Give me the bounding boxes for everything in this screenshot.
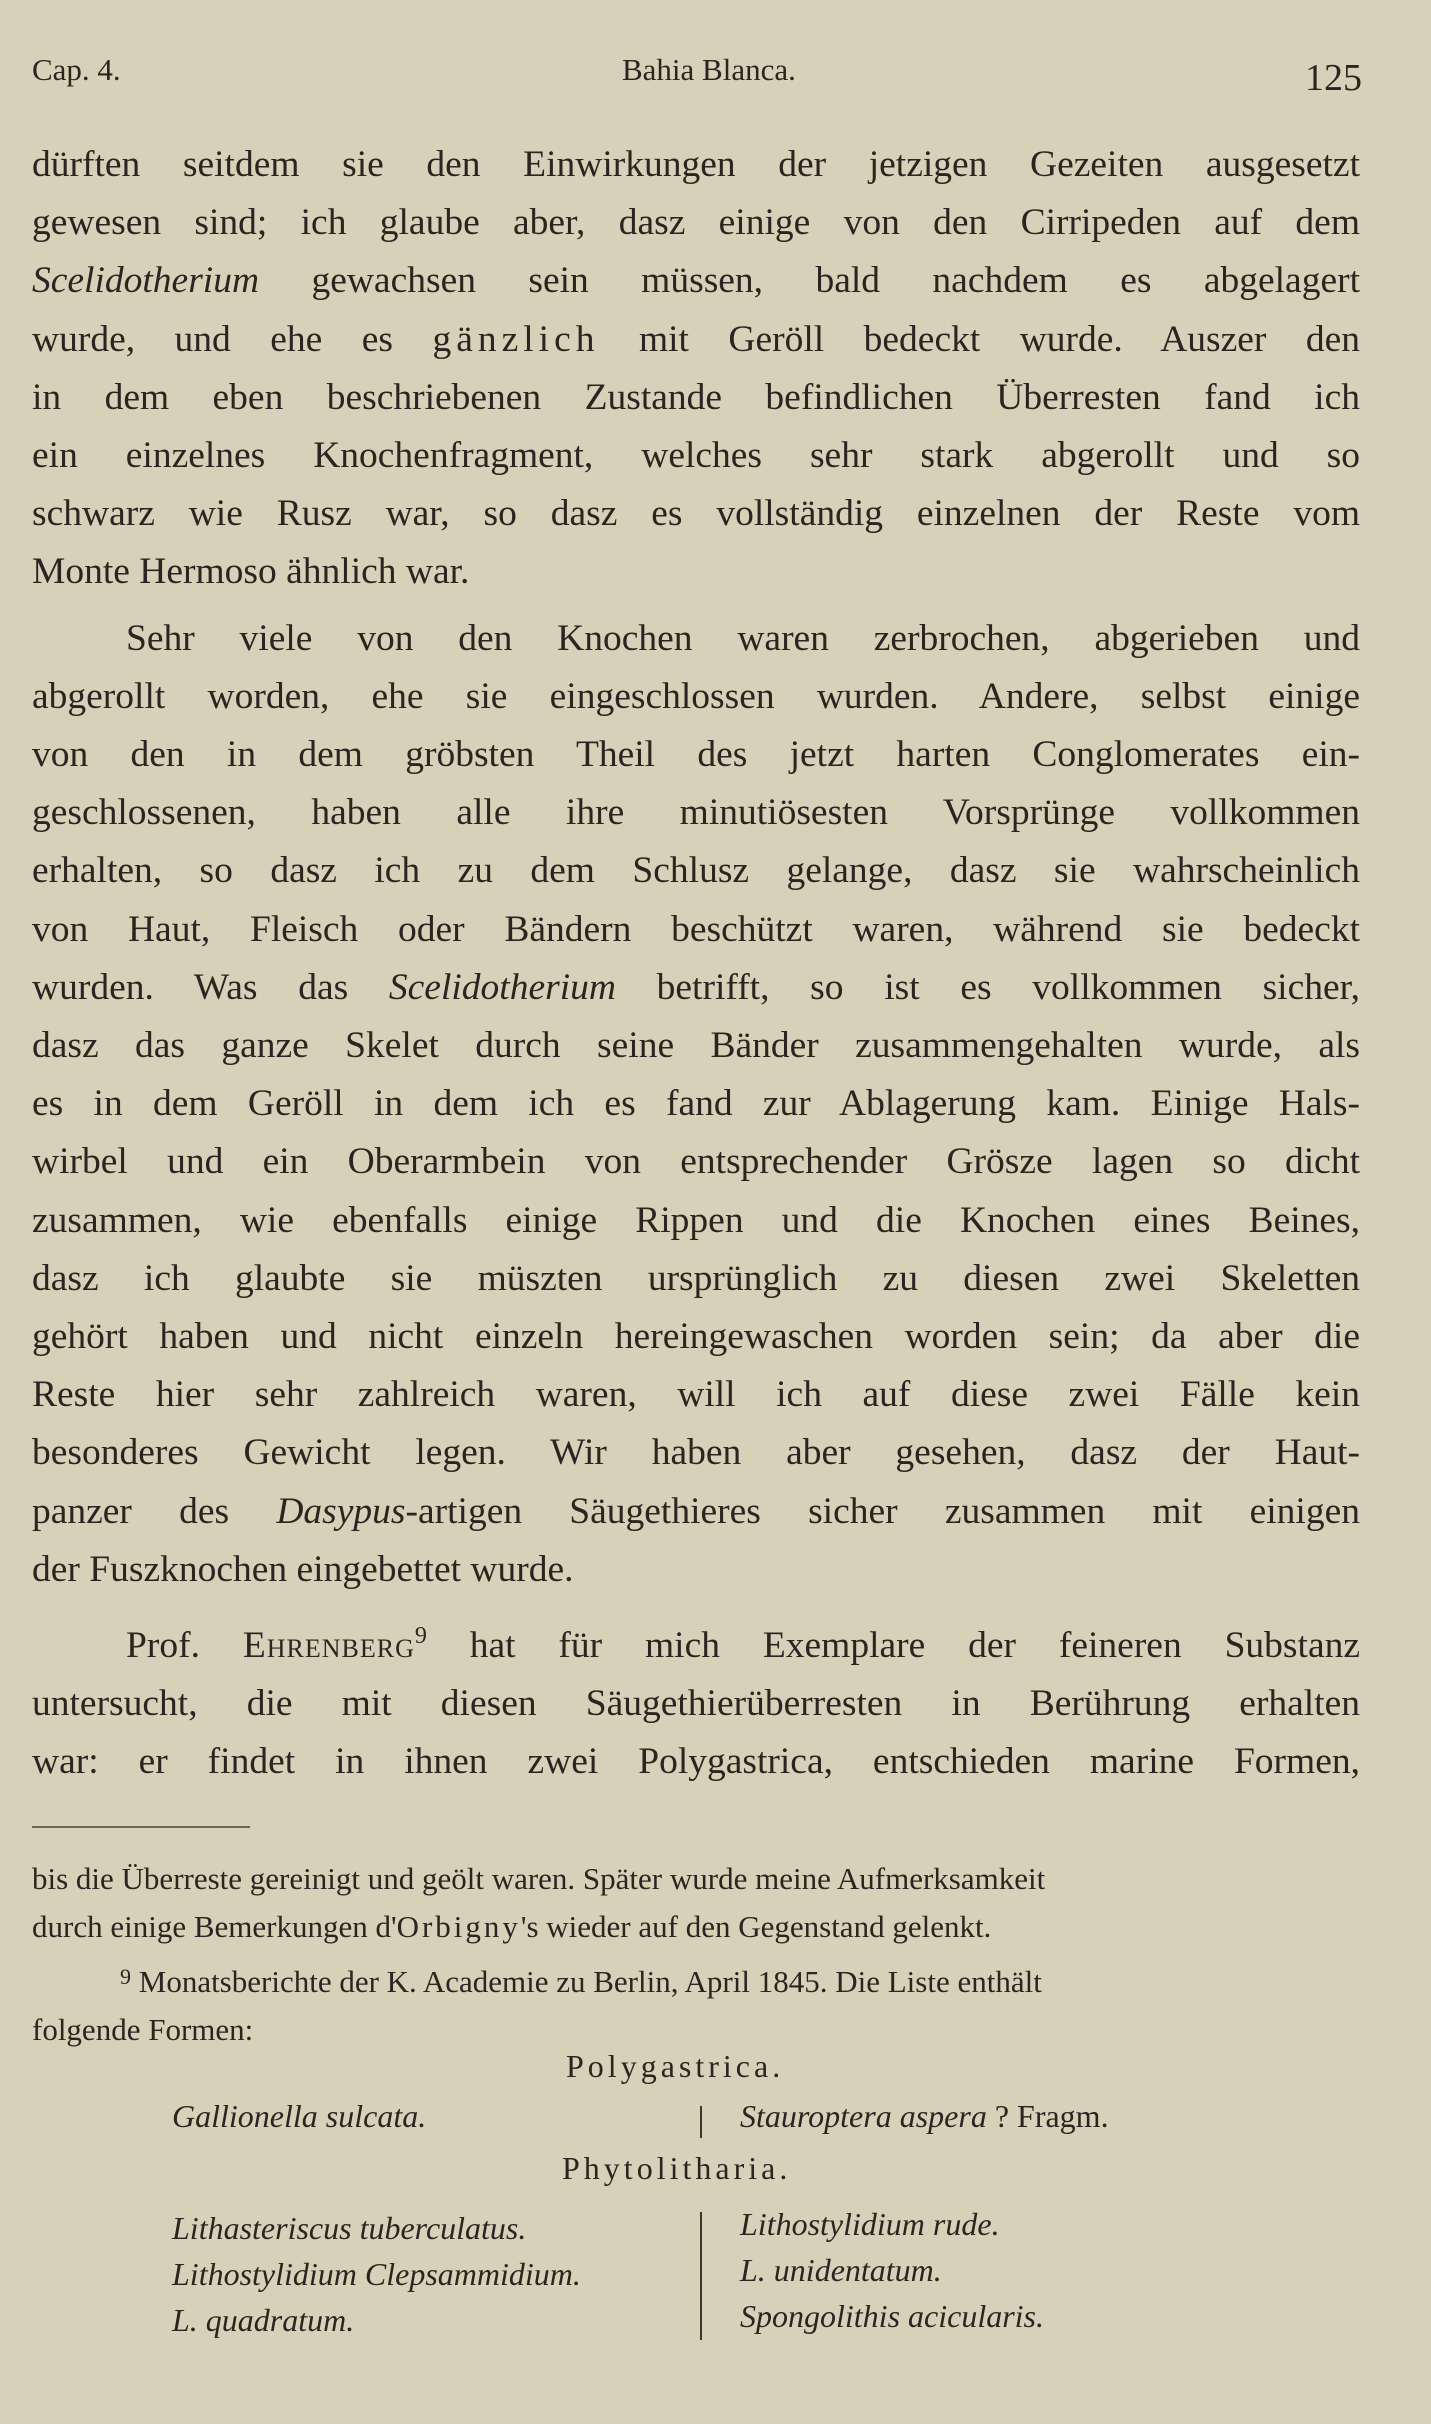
footnote-line xyxy=(32,1953,1360,2006)
polygastrica-heading: Polygastrica. xyxy=(566,2048,785,2084)
species-name: L. quadratum. xyxy=(172,2302,355,2338)
text-line: gewesen sind; ich glaube aber, dasz einige von den Cirripeden auf dem xyxy=(32,202,1360,244)
text-fragment: wurden. Was das xyxy=(32,966,389,1008)
footnote-line xyxy=(32,1903,1360,1951)
taxon-name: Dasypus xyxy=(276,1490,406,1532)
text-line: Sehr viele von den Knochen waren zerbrochen, abgerieben und xyxy=(126,617,1360,659)
text-line: Monte Hermoso ähnlich war. xyxy=(32,551,470,593)
text-line: Reste hier sehr zahlreich waren, will ich auf diese zwei Fälle kein xyxy=(32,1374,1360,1416)
text-line: dürften seitdem sie den Einwirkungen der jetzigen Gezeiten ausgesetzt xyxy=(32,144,1360,185)
text-fragment: mit Geröll bedeckt wurde. Auszer den xyxy=(599,318,1360,360)
page-number: 125 xyxy=(1305,57,1362,99)
species-name: Lithostylidium rude. xyxy=(740,2206,1000,2242)
text-line: abgerollt worden, ehe sie eingeschlossen wurden. Andere, selbst einige xyxy=(32,675,1360,717)
species-entry xyxy=(740,2098,1109,2135)
running-header xyxy=(32,52,1362,102)
text-fragment: gewachsen sein müssen, bald nachdem es abgelagert xyxy=(259,260,1360,302)
species-name: Lithostylidium Clepsammidium. xyxy=(172,2256,581,2292)
text-line: dasz das ganze Skelet durch seine Bänder zusammengehalten wurde, als xyxy=(32,1025,1360,1067)
text-fragment: betrifft, so ist es vollkommen sicher, xyxy=(615,966,1360,1008)
text-line: dasz ich glaubte sie müszten ursprünglich zu diesen zwei Skeletten xyxy=(32,1257,1360,1299)
author-name: Orbigny xyxy=(396,1909,521,1944)
paragraph-1 xyxy=(32,136,1360,602)
text-line: in dem eben beschriebenen Zustande befindlichen Überresten fand ich xyxy=(32,376,1360,418)
footnotes xyxy=(32,1855,1360,2054)
footnote-rule xyxy=(32,1826,250,1828)
text-line xyxy=(32,1483,1360,1541)
text-line: von den in dem gröbsten Theil des jetzt harten Conglomerates ein- xyxy=(32,734,1360,776)
chapter-label: Cap. 4. xyxy=(32,52,121,87)
paragraph-2 xyxy=(32,610,1360,1599)
text-line: der Fuszknochen eingebettet wurde. xyxy=(32,1548,574,1590)
text-fragment: 's wieder auf den Gegenstand gelenkt. xyxy=(520,1909,992,1944)
text-line: besonderes Gewicht legen. Wir haben aber gesehen, dasz der Haut- xyxy=(32,1432,1360,1474)
text-fragment: Prof. xyxy=(126,1625,243,1667)
text-line: von Haut, Fleisch oder Bändern beschützt waren, während sie bedeckt xyxy=(32,908,1360,950)
column-divider xyxy=(700,2212,702,2340)
text-line: es in dem Geröll in dem ich es fand zur Ablagerung kam. Einige Hals- xyxy=(32,1083,1360,1125)
taxon-name: Scelidotherium xyxy=(388,966,616,1008)
species-note: ? Fragm. xyxy=(986,2098,1109,2134)
species-name: Lithasteriscus tuberculatus. xyxy=(172,2210,527,2246)
text-line: war: er findet in ihnen zwei Polygastrica, entschieden marine Formen, xyxy=(32,1741,1360,1783)
main-text xyxy=(32,136,1360,1800)
footnote-marker: 9 xyxy=(414,1623,427,1650)
taxon-name: Scelidotherium xyxy=(32,260,260,302)
footnote-line: folgende Formen: xyxy=(32,2012,254,2047)
text-fragment: durch einige Bemerkungen d' xyxy=(32,1909,397,1944)
text-line: ein einzelnes Knochenfragment, welches sehr stark abgerollt und so xyxy=(32,435,1360,477)
emphasized-word: gänzlich xyxy=(432,318,600,360)
phytolitharia-heading: Phytolitharia. xyxy=(562,2150,792,2186)
text-fragment: Monatsberichte der K. Academie zu Berlin, April 1845. Die Liste enthält xyxy=(131,1964,1042,1999)
column-divider xyxy=(700,2106,702,2138)
text-fragment: hat für mich Exemplare der feineren Substanz xyxy=(426,1625,1360,1667)
text-line: geschlossenen, haben alle ihre minutiösesten Vorsprünge vollkommen xyxy=(32,792,1360,834)
footnote-line: bis die Überreste gereinigt und geölt waren. Später wurde meine Aufmerksamkeit xyxy=(32,1861,1046,1896)
text-fragment: -artigen Säugethieres sicher zusammen mit einigen xyxy=(405,1490,1360,1532)
footnote-marker: 9 xyxy=(120,1964,131,1989)
text-line xyxy=(32,252,1360,310)
text-line: untersucht, die mit diesen Säugethierüberresten in Berührung erhalten xyxy=(32,1683,1360,1725)
species-name: Spongolithis acicularis. xyxy=(740,2298,1044,2334)
text-line xyxy=(32,959,1360,1017)
text-line: erhalten, so dasz ich zu dem Schlusz gelange, dasz sie wahrscheinlich xyxy=(32,850,1360,892)
text-line xyxy=(32,311,1360,369)
paragraph-3 xyxy=(32,1607,1360,1792)
species-name: Gallionella sulcata. xyxy=(172,2098,427,2134)
species-name: L. unidentatum. xyxy=(740,2252,942,2288)
text-line: wirbel und ein Oberarmbein von entsprechender Grösze lagen so dicht xyxy=(32,1141,1360,1183)
author-name: Ehrenberg xyxy=(242,1625,415,1667)
text-line: gehört haben und nicht einzeln hereingewaschen worden sein; da aber die xyxy=(32,1316,1360,1358)
text-line: schwarz wie Rusz war, so dasz es vollständig einzelnen der Reste vom xyxy=(32,493,1360,535)
text-fragment: wurde, und ehe es xyxy=(32,318,433,360)
text-fragment: panzer des xyxy=(32,1490,277,1532)
species-name: Stauroptera aspera xyxy=(740,2098,987,2134)
text-line xyxy=(32,1607,1360,1675)
running-title: Bahia Blanca. xyxy=(622,52,796,87)
text-line: zusammen, wie ebenfalls einige Rippen und die Knochen eines Beines, xyxy=(32,1199,1360,1241)
